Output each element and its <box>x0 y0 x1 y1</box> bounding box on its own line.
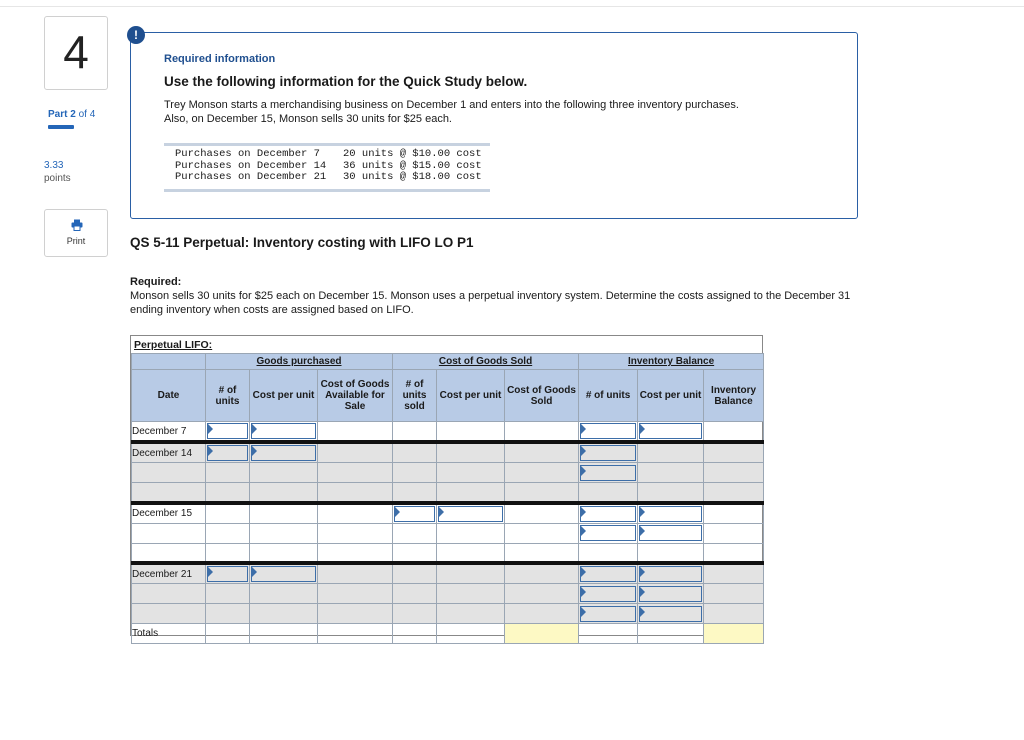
balance-cost-cell <box>638 503 704 524</box>
purchase-detail: 20 units @ $10.00 cost <box>343 148 482 160</box>
part-indicator[interactable] <box>48 109 95 120</box>
balance-cost-input[interactable] <box>639 606 702 622</box>
balance-units-input[interactable] <box>580 423 636 439</box>
print-button[interactable] <box>44 209 108 257</box>
purchased-units-input[interactable] <box>207 445 248 461</box>
sold-cost-cell <box>437 523 505 543</box>
question-number: 4 <box>44 16 108 90</box>
totals-row <box>132 624 764 644</box>
table-row <box>132 604 764 624</box>
date-cell: December 14 <box>132 442 206 463</box>
balance-units-input[interactable] <box>580 465 636 481</box>
units-sold-cell <box>393 442 437 463</box>
sold-cost-cell <box>437 604 505 624</box>
sold-cost-cell <box>437 483 505 503</box>
goods-purchased-header: Goods purchased <box>206 354 393 370</box>
goods-available-cell <box>318 584 393 604</box>
purchased-units-cell <box>206 422 250 443</box>
balance-units-cell <box>579 463 638 483</box>
cogs-header: Cost of Goods Sold <box>505 370 579 422</box>
purchased-units-input[interactable] <box>207 566 248 582</box>
balance-units-input[interactable] <box>580 606 636 622</box>
inventory-balance-total-cell[interactable] <box>704 624 764 644</box>
table-row <box>132 483 764 503</box>
balance-amount-cell <box>704 442 764 463</box>
purchased-units-cell <box>206 543 250 563</box>
date-cell: December 7 <box>132 422 206 443</box>
balance-cost-cell <box>638 604 704 624</box>
sold-cost-cell <box>437 624 505 644</box>
units-sold-cell <box>393 503 437 524</box>
table-row <box>132 563 764 584</box>
purchase-label: Purchases on December 14 <box>175 159 327 172</box>
table-row <box>132 503 764 524</box>
purchased-units-cell <box>206 463 250 483</box>
required-information-heading: Required information <box>164 53 276 65</box>
sold-cost-cell <box>437 422 505 443</box>
balance-cost-cell <box>638 442 704 463</box>
goods-available-cell <box>318 624 393 644</box>
balance-cost-cell <box>638 584 704 604</box>
units-sold-cell <box>393 563 437 584</box>
balance-cost-cell <box>638 563 704 584</box>
purchase-detail: 36 units @ $15.00 cost <box>343 159 482 172</box>
units-sold-cell <box>393 543 437 563</box>
cogs-cell <box>505 503 579 524</box>
purchased-units-cell <box>206 503 250 524</box>
balance-units-cell <box>579 483 638 503</box>
balance-units-input[interactable] <box>580 445 636 461</box>
cogs-cell <box>505 483 579 503</box>
header-spacer <box>132 354 206 370</box>
balance-amount-cell <box>704 584 764 604</box>
alert-icon: ! <box>127 26 145 44</box>
balance-units-cell <box>579 604 638 624</box>
sold-cost-cell <box>437 503 505 524</box>
story-line: Also, on December 15, Monson sells 30 units for $25 each. <box>164 113 452 125</box>
date-cell <box>132 543 206 563</box>
balance-amount-cell <box>704 463 764 483</box>
purchase-row <box>175 172 482 184</box>
purchased-cost-input[interactable] <box>251 566 316 582</box>
balance-cost-cell <box>638 463 704 483</box>
balance-units-cell <box>579 563 638 584</box>
date-cell <box>132 523 206 543</box>
table-row <box>132 584 764 604</box>
table-row <box>132 442 764 463</box>
date-cell <box>132 463 206 483</box>
date-cell <box>132 483 206 503</box>
goods-available-cell <box>318 543 393 563</box>
balance-units-cell <box>579 442 638 463</box>
required-label: Required: <box>130 276 182 288</box>
balance-amount-cell <box>704 422 764 443</box>
balance-cost-input[interactable] <box>639 506 702 522</box>
balance-units-input[interactable] <box>580 506 636 522</box>
purchased-cost-cell <box>250 543 318 563</box>
cost-of-goods-sold-header: Cost of Goods Sold <box>393 354 579 370</box>
balance-units-cell <box>579 543 638 563</box>
balance-cost-input[interactable] <box>639 423 702 439</box>
cogs-cell <box>505 463 579 483</box>
sold-cost-cell <box>437 543 505 563</box>
units-sold-cell <box>393 463 437 483</box>
cogs-total-cell[interactable] <box>505 624 579 644</box>
units-sold-header: # of units sold <box>393 370 437 422</box>
inventory-balance-header: Inventory Balance <box>579 354 764 370</box>
balance-cost-input[interactable] <box>639 566 702 582</box>
sold-cost-cell <box>437 463 505 483</box>
balance-amount-cell <box>704 543 764 563</box>
purchased-units-header: # of units <box>206 370 250 422</box>
purchased-cost-cell <box>250 442 318 463</box>
points-value: 3.33 <box>44 160 64 171</box>
goods-available-cell <box>318 483 393 503</box>
balance-cost-input[interactable] <box>639 586 702 602</box>
cogs-cell <box>505 422 579 443</box>
units-sold-input[interactable] <box>394 506 435 522</box>
cogs-cell <box>505 543 579 563</box>
purchased-cost-cell <box>250 463 318 483</box>
balance-amount-cell <box>704 604 764 624</box>
cogs-cell <box>505 604 579 624</box>
balance-amount-header: Inventory Balance <box>704 370 764 422</box>
units-sold-cell <box>393 422 437 443</box>
goods-available-cell <box>318 442 393 463</box>
sold-cost-cell <box>437 584 505 604</box>
sold-cost-cell <box>437 442 505 463</box>
question-title: QS 5-11 Perpetual: Inventory costing with LIFO LO P1 <box>130 235 474 250</box>
purchase-detail: 30 units @ $18.00 cost <box>343 171 482 184</box>
top-divider <box>0 6 1024 7</box>
story-line: Trey Monson starts a merchandising business on December 1 and enters into the following three inventory purchases. <box>164 99 739 111</box>
goods-available-cell <box>318 563 393 584</box>
purchased-cost-cell <box>250 422 318 443</box>
units-sold-cell <box>393 624 437 644</box>
date-cell <box>132 604 206 624</box>
purchased-units-cell <box>206 442 250 463</box>
purchases-bottom-rule <box>164 189 490 192</box>
date-cell: December 15 <box>132 503 206 524</box>
balance-units-input[interactable] <box>580 566 636 582</box>
worksheet-title: Perpetual LIFO: <box>134 339 213 351</box>
purchases-top-rule <box>164 143 490 146</box>
cogs-cell <box>505 563 579 584</box>
date-cell <box>132 584 206 604</box>
purchased-cost-cell <box>250 523 318 543</box>
balance-cost-cell <box>638 624 704 644</box>
table-row <box>132 543 764 563</box>
balance-units-cell <box>579 624 638 644</box>
required-information-panel <box>130 32 858 219</box>
purchased-units-cell <box>206 624 250 644</box>
lifo-table <box>131 353 764 644</box>
table-row <box>132 463 764 483</box>
part-of: of 4 <box>78 109 96 120</box>
table-row <box>132 523 764 543</box>
printer-icon <box>71 219 83 231</box>
purchased-units-cell <box>206 604 250 624</box>
balance-units-header: # of units <box>579 370 638 422</box>
points-label: points <box>44 173 71 184</box>
date-column-header: Date <box>132 370 206 422</box>
balance-units-cell <box>579 584 638 604</box>
perpetual-lifo-worksheet <box>130 335 763 639</box>
part-progress-bar <box>48 125 74 129</box>
goods-available-cell <box>318 422 393 443</box>
story-text <box>164 98 834 126</box>
cogs-cell <box>505 523 579 543</box>
table-row <box>132 422 764 443</box>
balance-units-input[interactable] <box>580 525 636 541</box>
balance-cost-header: Cost per unit <box>638 370 704 422</box>
instruction-text: Use the following information for the Quick Study below. <box>164 74 528 89</box>
sold-cost-header: Cost per unit <box>437 370 505 422</box>
required-text: Monson sells 30 units for $25 each on December 15. Monson uses a perpetual inventory system. Determine the costs assigned to the December 31 ending inventory when costs are assigned based on LIFO. <box>130 290 851 316</box>
goods-available-cell <box>318 523 393 543</box>
totals-label: Totals <box>132 624 206 644</box>
purchased-cost-cell <box>250 604 318 624</box>
units-sold-cell <box>393 483 437 503</box>
balance-units-input[interactable] <box>580 586 636 602</box>
units-sold-cell <box>393 604 437 624</box>
goods-available-cell <box>318 463 393 483</box>
units-sold-cell <box>393 584 437 604</box>
purchased-cost-cell <box>250 563 318 584</box>
balance-amount-cell <box>704 563 764 584</box>
balance-amount-cell <box>704 503 764 524</box>
purchased-cost-input[interactable] <box>251 445 316 461</box>
balance-amount-cell <box>704 523 764 543</box>
balance-units-cell <box>579 422 638 443</box>
purchased-units-input[interactable] <box>207 423 248 439</box>
balance-amount-cell <box>704 483 764 503</box>
purchased-cost-cell <box>250 624 318 644</box>
purchased-units-cell <box>206 483 250 503</box>
purchase-label: Purchases on December 21 <box>175 171 327 184</box>
balance-units-cell <box>579 503 638 524</box>
purchased-cost-cell <box>250 503 318 524</box>
goods-available-cell <box>318 604 393 624</box>
purchased-cost-input[interactable] <box>251 423 316 439</box>
purchases-list <box>175 149 482 184</box>
date-cell: December 21 <box>132 563 206 584</box>
sold-cost-cell <box>437 563 505 584</box>
cogs-cell <box>505 584 579 604</box>
balance-units-cell <box>579 523 638 543</box>
purchased-units-cell <box>206 523 250 543</box>
cogs-cell <box>505 442 579 463</box>
purchased-units-cell <box>206 584 250 604</box>
balance-cost-cell <box>638 543 704 563</box>
balance-cost-cell <box>638 523 704 543</box>
purchased-cost-cell <box>250 483 318 503</box>
purchase-label: Purchases on December 7 <box>175 148 320 160</box>
units-sold-cell <box>393 523 437 543</box>
sold-cost-input[interactable] <box>438 506 503 522</box>
balance-cost-cell <box>638 483 704 503</box>
goods-available-cell <box>318 503 393 524</box>
purchased-cost-cell <box>250 584 318 604</box>
print-label: Print <box>66 236 86 246</box>
goods-available-header: Cost of Goods Available for Sale <box>318 370 393 422</box>
part-label: Part 2 <box>48 109 76 120</box>
purchased-units-cell <box>206 563 250 584</box>
balance-cost-cell <box>638 422 704 443</box>
balance-cost-input[interactable] <box>639 525 702 541</box>
purchased-cost-header: Cost per unit <box>250 370 318 422</box>
